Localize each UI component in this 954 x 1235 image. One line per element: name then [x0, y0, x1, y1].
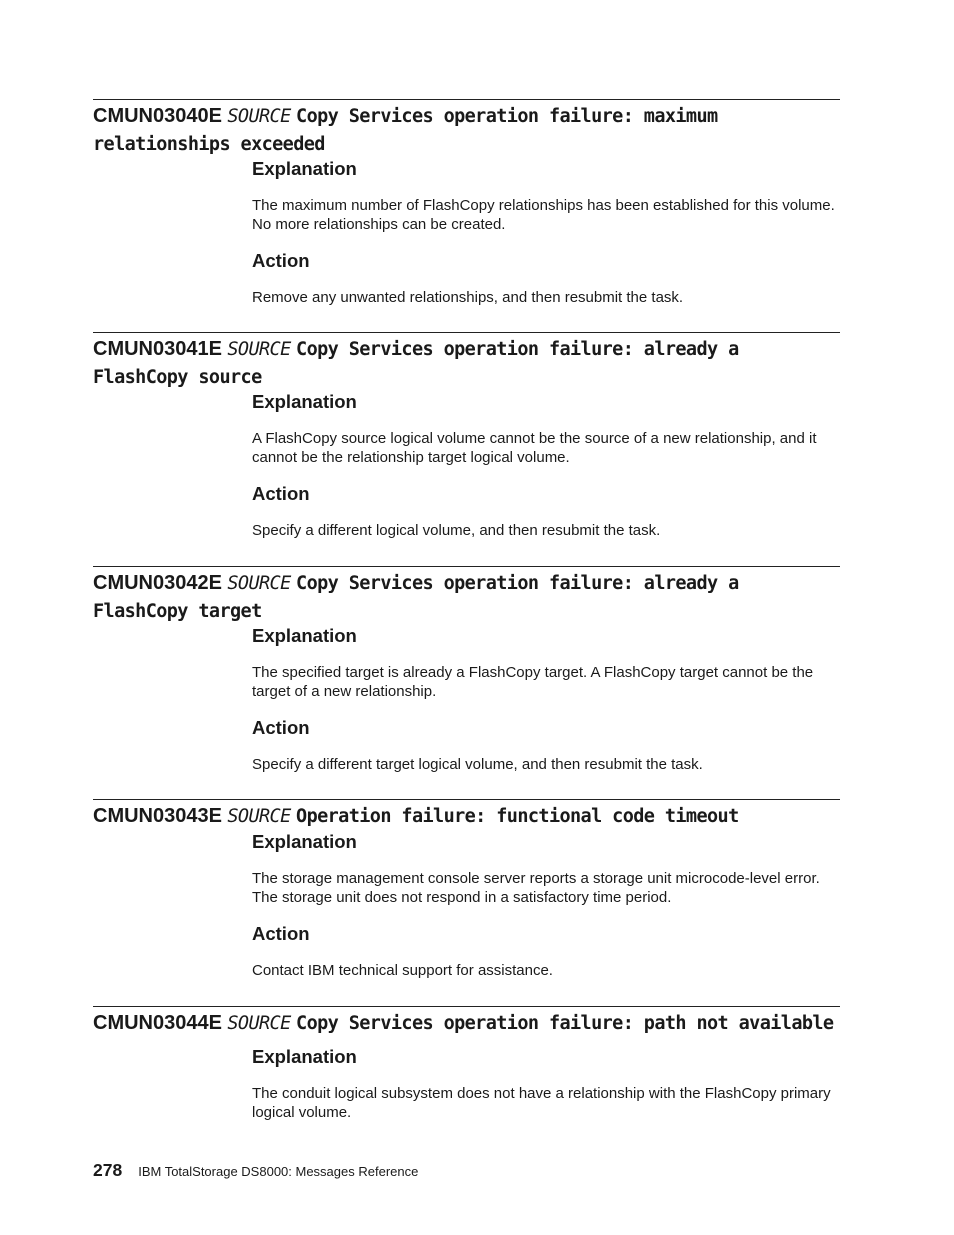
- message-body: [252, 831, 842, 980]
- message-id: CMUN03040E: [93, 105, 222, 127]
- message-source: SOURCE: [227, 339, 291, 360]
- message-id: CMUN03044E: [93, 1012, 222, 1034]
- explanation-heading: Explanation: [252, 625, 357, 646]
- message-entry: [93, 332, 840, 540]
- explanation-heading: Explanation: [252, 1045, 357, 1067]
- message-id: CMUN03042E: [93, 572, 222, 594]
- message-body: [252, 1038, 842, 1122]
- action-text: Specify a different logical volume, and then resubmit the task.: [252, 522, 661, 539]
- message-title: [93, 100, 840, 158]
- message-text: Copy Services operation failure: path not available: [296, 1013, 834, 1034]
- explanation-heading: Explanation: [252, 391, 357, 412]
- message-title: [93, 1007, 840, 1038]
- explanation-text: A FlashCopy source logical volume cannot be the source of a new relationship, and it cannot be the relationship target logical volume.: [252, 430, 817, 466]
- message-title: [93, 800, 840, 831]
- message-title: [93, 567, 840, 625]
- explanation-text: The specified target is already a FlashCopy target. A FlashCopy target cannot be the target of a new relationship.: [252, 664, 814, 700]
- message-entry: [93, 566, 840, 774]
- action-heading: Action: [252, 717, 310, 738]
- page-footer: [93, 1160, 418, 1181]
- message-entry: [93, 99, 840, 307]
- explanation-heading: Explanation: [252, 830, 357, 852]
- message-text: Copy Services operation failure: maximum relationships exceeded: [93, 106, 718, 155]
- message-source: SOURCE: [227, 1013, 291, 1034]
- explanation-heading: Explanation: [252, 158, 357, 179]
- action-heading: Action: [252, 250, 310, 271]
- action-heading: Action: [252, 922, 310, 944]
- message-source: SOURCE: [227, 106, 291, 127]
- action-text: Specify a different target logical volume, and then resubmit the task.: [252, 756, 703, 773]
- message-source: SOURCE: [227, 806, 291, 827]
- message-id: CMUN03041E: [93, 338, 222, 360]
- page-number: 278: [93, 1160, 123, 1180]
- message-body: [252, 158, 842, 307]
- message-text: Copy Services operation failure: already a FlashCopy target: [93, 573, 739, 622]
- message-body: [252, 391, 842, 540]
- explanation-text: The maximum number of FlashCopy relationships has been established for this volume. No more relationships can be created.: [252, 197, 835, 233]
- message-entry: [93, 799, 840, 980]
- action-heading: Action: [252, 483, 310, 504]
- message-text: Copy Services operation failure: already a FlashCopy source: [93, 339, 739, 388]
- message-text: Operation failure: functional code timeout: [296, 806, 739, 827]
- explanation-text: The storage management console server reports a storage unit microcode-level error. The storage unit does not respond in a satisfactory time period.: [252, 869, 820, 906]
- action-text: Contact IBM technical support for assistance.: [252, 961, 553, 979]
- message-title: [93, 333, 840, 391]
- message-id: CMUN03043E: [93, 805, 222, 827]
- message-source: SOURCE: [227, 573, 291, 594]
- footer-title: IBM TotalStorage DS8000: Messages Reference: [138, 1164, 419, 1179]
- message-body: [252, 625, 842, 774]
- explanation-text: The conduit logical subsystem does not have a relationship with the FlashCopy primary logical volume.: [252, 1084, 831, 1121]
- message-entry: [93, 1006, 840, 1122]
- action-text: Remove any unwanted relationships, and then resubmit the task.: [252, 289, 684, 306]
